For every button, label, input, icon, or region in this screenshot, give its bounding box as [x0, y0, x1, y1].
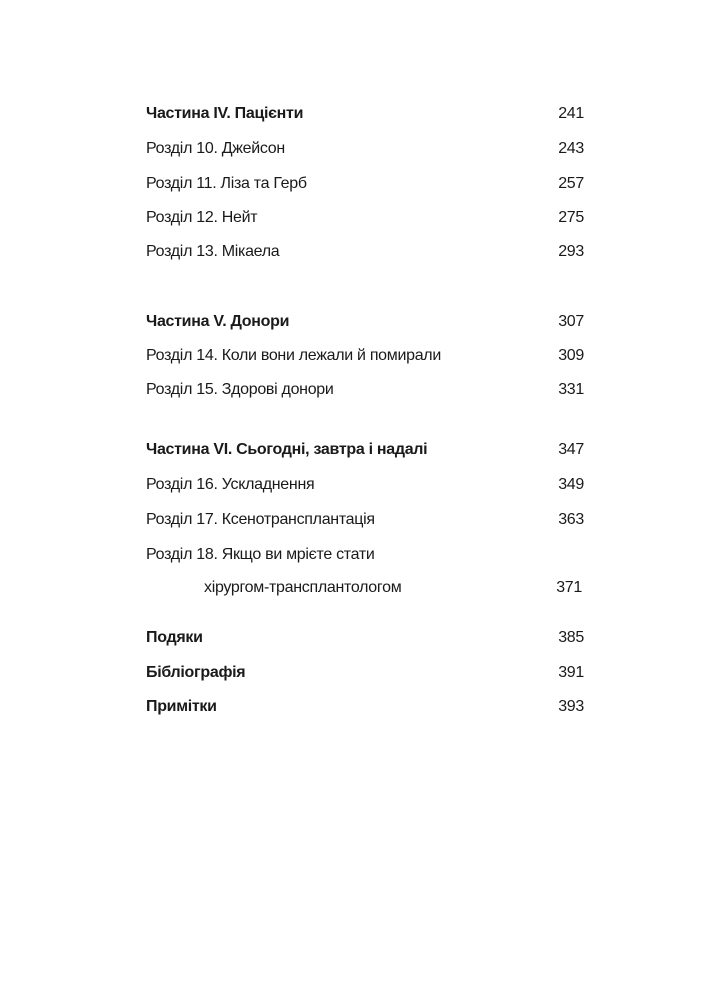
toc-entry-title: Розділ 15. Здорові донори: [146, 381, 334, 398]
toc-entry-title-line-2: хірургом-трансплантологом: [204, 579, 402, 596]
toc-entry-page: 385: [558, 629, 584, 646]
toc-entry-thanks: [146, 625, 584, 651]
toc-entry-title: Розділ 13. Мікаела: [146, 243, 280, 260]
toc-entry-chapter-11: [146, 171, 584, 197]
toc-entry-chapter-10: [146, 136, 584, 162]
toc-entry-page: 243: [558, 140, 584, 157]
toc-entry-title: Розділ 11. Ліза та Герб: [146, 175, 307, 192]
toc-entry-chapter-13: [146, 239, 584, 265]
toc-entry-chapter-18: [146, 542, 584, 602]
toc-entry-part-5: [146, 309, 584, 335]
table-of-contents: [146, 0, 584, 1000]
toc-entry-page: 293: [558, 243, 584, 260]
toc-entry-chapter-16: [146, 472, 584, 498]
toc-entry-chapter-17: [146, 507, 584, 533]
toc-entry-title: Розділ 10. Джейсон: [146, 140, 285, 157]
toc-entry-title: Подяки: [146, 629, 203, 646]
toc-entry-page: 241: [558, 105, 584, 122]
toc-entry-page: 391: [558, 664, 584, 681]
toc-entry-title: Розділ 14. Коли вони лежали й помирали: [146, 347, 441, 364]
toc-entry-page: 307: [558, 313, 584, 330]
toc-entry-title: Частина IV. Пацієнти: [146, 105, 304, 122]
toc-entry-chapter-14: [146, 343, 584, 369]
toc-entry-part-4: [146, 101, 584, 127]
toc-entry-title: Розділ 16. Ускладнення: [146, 476, 315, 493]
toc-entry-title: Розділ 12. Нейт: [146, 209, 258, 226]
toc-entry-notes: [146, 694, 584, 720]
toc-entry-page: 349: [558, 476, 584, 493]
toc-entry-page: 275: [558, 209, 584, 226]
toc-entry-page: 347: [558, 441, 584, 458]
toc-entry-title: Примітки: [146, 698, 217, 715]
toc-entry-bibliography: [146, 660, 584, 686]
toc-entry-title: Частина VI. Сьогодні, завтра і надалі: [146, 441, 428, 458]
toc-entry-part-6: [146, 437, 584, 463]
toc-entry-page: 309: [558, 347, 584, 364]
toc-entry-title: Бібліографія: [146, 664, 246, 681]
toc-entry-title: Розділ 17. Ксенотрансплантація: [146, 511, 375, 528]
toc-entry-chapter-15: [146, 377, 584, 403]
toc-entry-page: 393: [558, 698, 584, 715]
toc-entry-page: 363: [558, 511, 584, 528]
toc-entry-page: 371: [556, 579, 582, 596]
toc-entry-page: 257: [558, 175, 584, 192]
toc-entry-title: Частина V. Донори: [146, 313, 290, 330]
toc-entry-title-line-1: Розділ 18. Якщо ви мрієте стати: [146, 546, 375, 563]
toc-entry-page: 331: [558, 381, 584, 398]
toc-entry-chapter-12: [146, 205, 584, 231]
